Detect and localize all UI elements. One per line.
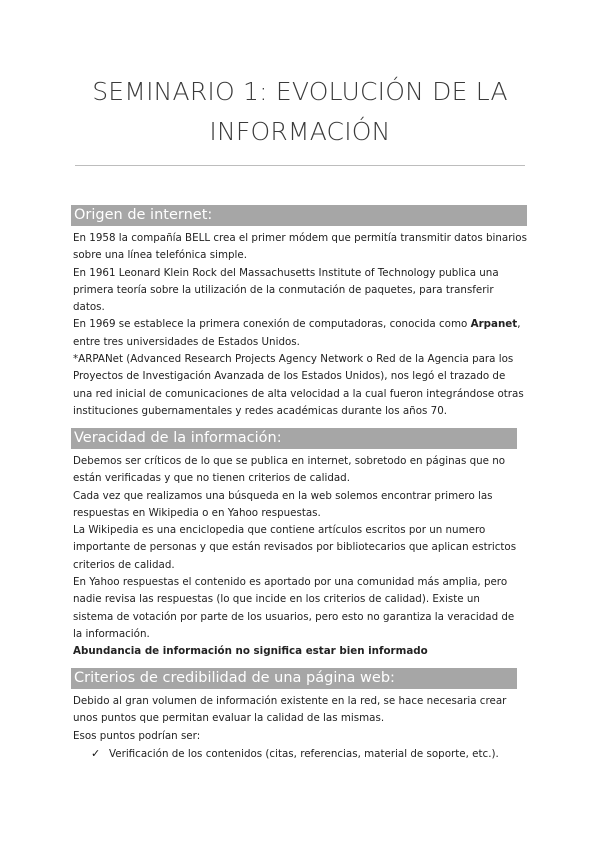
paragraph: En 1958 la compañía BELL crea el primer módem que permitía transmitir datos binarios sobre una línea telefónica simple. bbox=[73, 232, 527, 262]
bold-term: Arpanet bbox=[470, 318, 518, 331]
section-heading: Origen de internet: bbox=[71, 205, 527, 226]
paragraph bbox=[73, 316, 527, 351]
title-line-1: SEMINARIO 1: EVOLUCIÓN DE LA bbox=[92, 77, 508, 106]
paragraph: La Wikipedia es una enciclopedia que contiene artículos escritos por un numero importante de personas y que están revisados por bibliotecarios que aplican estrictos criterios de calidad. bbox=[73, 524, 517, 571]
title-divider bbox=[75, 165, 525, 166]
section-heading: Veracidad de la información: bbox=[71, 428, 517, 449]
bold-statement: Abundancia de información no significa estar bien informado bbox=[73, 645, 428, 658]
paragraph: Cada vez que realizamos una búsqueda en la web solemos encontrar primero las respuestas en Wikipedia o en Yahoo respuestas. bbox=[73, 489, 493, 519]
section-criterios-credibilidad bbox=[71, 668, 517, 763]
paragraph-text: , entre tres universidades de Estados Unidos. bbox=[73, 318, 521, 348]
paragraph: *ARPANet (Advanced Research Projects Agency Network o Red de la Agencia para los Proyectos de Investigación Avanzada de los Estados Unidos), nos legó el trazado de una red inicial de comunicaciones de alta velocidad a la cual fueron integrándose otras instituciones gubernamentales y redes académicas durante los años 70. bbox=[73, 353, 524, 417]
section-body bbox=[71, 693, 517, 763]
paragraph: Esos puntos podrían ser: bbox=[73, 729, 201, 742]
title-line-2: INFORMACIÓN bbox=[209, 117, 391, 146]
section-body bbox=[71, 453, 517, 661]
checkmark-icon: ✓ bbox=[91, 746, 101, 760]
paragraph: Debido al gran volumen de información existente en la red, se hace necesaria crear unos puntos que permitan evaluar la calidad de las mismas. bbox=[73, 695, 507, 725]
section-heading: Criterios de credibilidad de una página web: bbox=[71, 668, 517, 689]
checklist-item bbox=[91, 745, 517, 763]
paragraph: Debemos ser críticos de lo que se publica en internet, sobretodo en páginas que no están verificadas y que no tienen criterios de calidad. bbox=[73, 455, 506, 485]
checklist bbox=[73, 745, 517, 763]
section-veracidad bbox=[71, 428, 517, 661]
document-title bbox=[60, 72, 540, 152]
section-origen-internet bbox=[71, 205, 527, 420]
checklist-item-text: Verificación de los contenidos (citas, referencias, material de soporte, etc.). bbox=[109, 747, 499, 760]
section-body bbox=[71, 230, 527, 420]
paragraph: En 1961 Leonard Klein Rock del Massachusetts Institute of Technology publica una primera teoría sobre la utilización de la conmutación de paquetes, para transferir datos. bbox=[73, 266, 499, 314]
paragraph: En Yahoo respuestas el contenido es aportado por una comunidad más amplia, pero nadie revisa las respuestas (lo que incide en los criterios de calidad). Existe un sistema de votación por parte de los usuarios, pero esto no garantiza la veracidad de la información. bbox=[73, 576, 515, 640]
paragraph-text: En 1969 se establece la primera conexión de computadoras, conocida como bbox=[73, 318, 471, 331]
